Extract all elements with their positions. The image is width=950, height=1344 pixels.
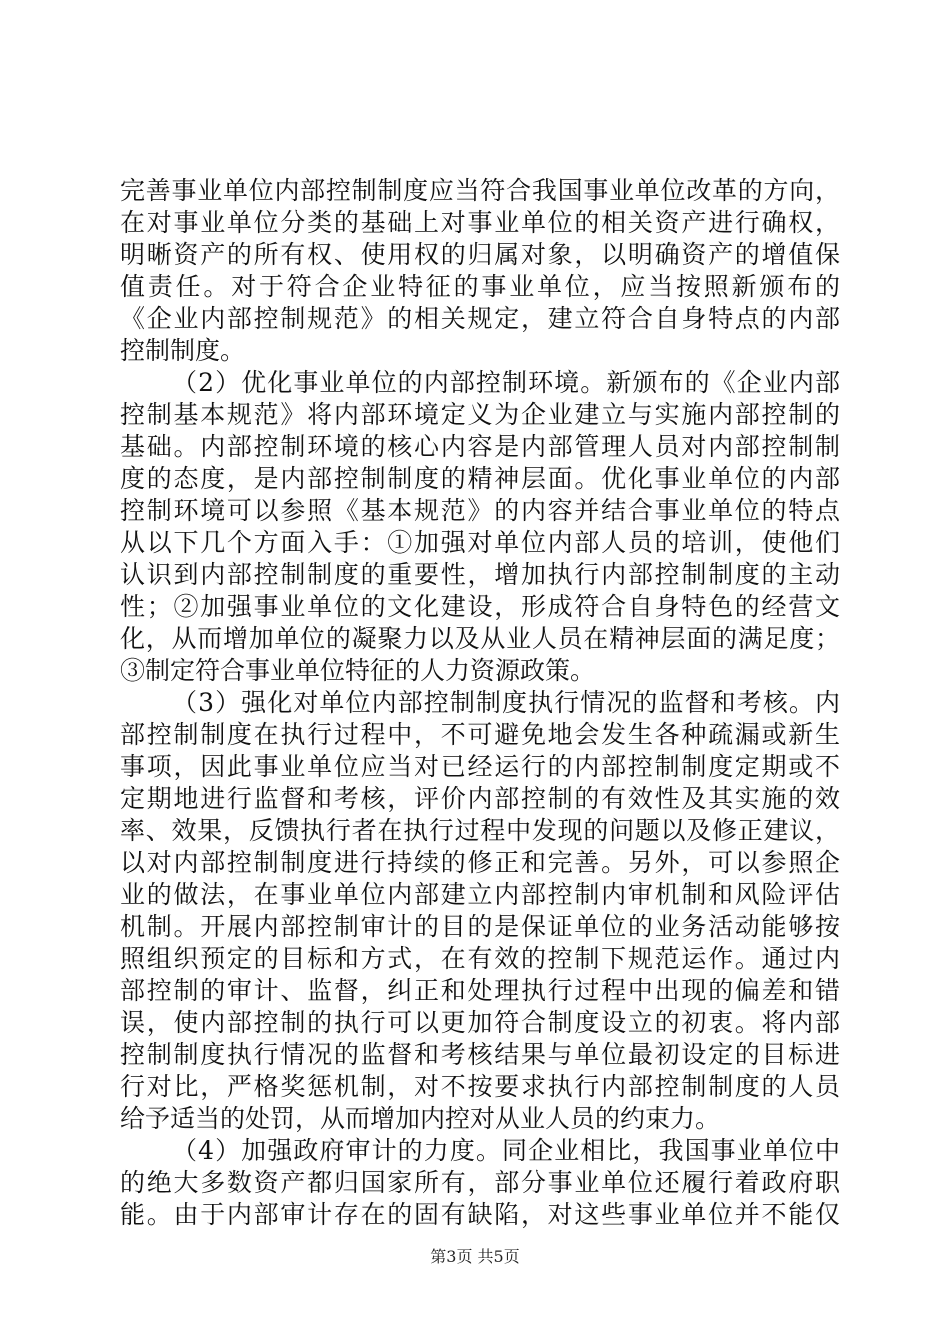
text-line: 在对事业单位分类的基础上对事业单位的相关资产进行确权，: [120, 208, 840, 237]
text-line: 明晰资产的所有权、使用权的归属对象，以明确资产的增值保: [120, 240, 840, 269]
paragraph-2-first-line: （2）优化事业单位的内部控制环境。新颁布的《企业内部: [172, 368, 840, 397]
text-line: 部控制制度在执行过程中，不可避免地会发生各种疏漏或新生: [120, 720, 840, 749]
text-line: 《企业内部控制规范》的相关规定，建立符合自身特点的内部: [120, 304, 840, 333]
text-line: 控制制度执行情况的监督和考核结果与单位最初设定的目标进: [120, 1040, 840, 1069]
paragraph-3-first-line: （3）强化对单位内部控制制度执行情况的监督和考核。内: [172, 688, 840, 717]
text-line: ③制定符合事业单位特征的人力资源政策。: [120, 656, 596, 685]
text-line: 部控制的审计、监督，纠正和处理执行过程中出现的偏差和错: [120, 976, 840, 1005]
text-line: 完善事业单位内部控制制度应当符合我国事业单位改革的方向，: [120, 176, 840, 205]
text-line: 化，从而增加单位的凝聚力以及从业人员在精神层面的满足度；: [120, 624, 840, 653]
text-line: 能。由于内部审计存在的固有缺陷，对这些事业单位并不能仅: [120, 1200, 840, 1229]
text-line: 控制制度。: [120, 336, 246, 365]
text-line: 事项，因此事业单位应当对已经运行的内部控制制度定期或不: [120, 752, 840, 781]
text-line: 性；②加强事业单位的文化建设，形成符合自身特色的经营文: [120, 592, 840, 621]
text-line: 从以下几个方面入手：①加强对单位内部人员的培训，使他们: [120, 528, 840, 557]
text-line: 控制基本规范》将内部环境定义为企业建立与实施内部控制的: [120, 400, 840, 429]
text-line: 值责任。对于符合企业特征的事业单位，应当按照新颁布的: [120, 272, 840, 301]
text-line: 行对比，严格奖惩机制，对不按要求执行内部控制制度的人员: [120, 1072, 840, 1101]
text-line: 业的做法，在事业单位内部建立内部控制内审机制和风险评估: [120, 880, 840, 909]
paragraph-4-first-line: （4）加强政府审计的力度。同企业相比，我国事业单位中: [172, 1136, 840, 1165]
text-line: 的绝大多数资产都归国家所有，部分事业单位还履行着政府职: [120, 1168, 840, 1197]
text-line: 误，使内部控制的执行可以更加符合制度设立的初衷。将内部: [120, 1008, 840, 1037]
text-line: 以对内部控制制度进行持续的修正和完善。另外，可以参照企: [120, 848, 840, 877]
text-line: 给予适当的处罚，从而增加内控对从业人员的约束力。: [120, 1104, 721, 1133]
text-line: 机制。开展内部控制审计的目的是保证单位的业务活动能够按: [120, 912, 840, 941]
text-line: 度的态度，是内部控制制度的精神层面。优化事业单位的内部: [120, 464, 840, 493]
text-line: 基础。内部控制环境的核心内容是内部管理人员对内部控制制: [120, 432, 840, 461]
text-line: 定期地进行监督和考核，评价内部控制的有效性及其实施的效: [120, 784, 840, 813]
page-footer: 第3页 共5页: [430, 1247, 520, 1266]
text-line: 控制环境可以参照《基本规范》的内容并结合事业单位的特点: [120, 496, 840, 525]
text-line: 率、效果，反馈执行者在执行过程中发现的问题以及修正建议，: [120, 816, 840, 845]
text-line: 认识到内部控制制度的重要性，增加执行内部控制制度的主动: [120, 560, 840, 589]
text-line: 照组织预定的目标和方式，在有效的控制下规范运作。通过内: [120, 944, 840, 973]
